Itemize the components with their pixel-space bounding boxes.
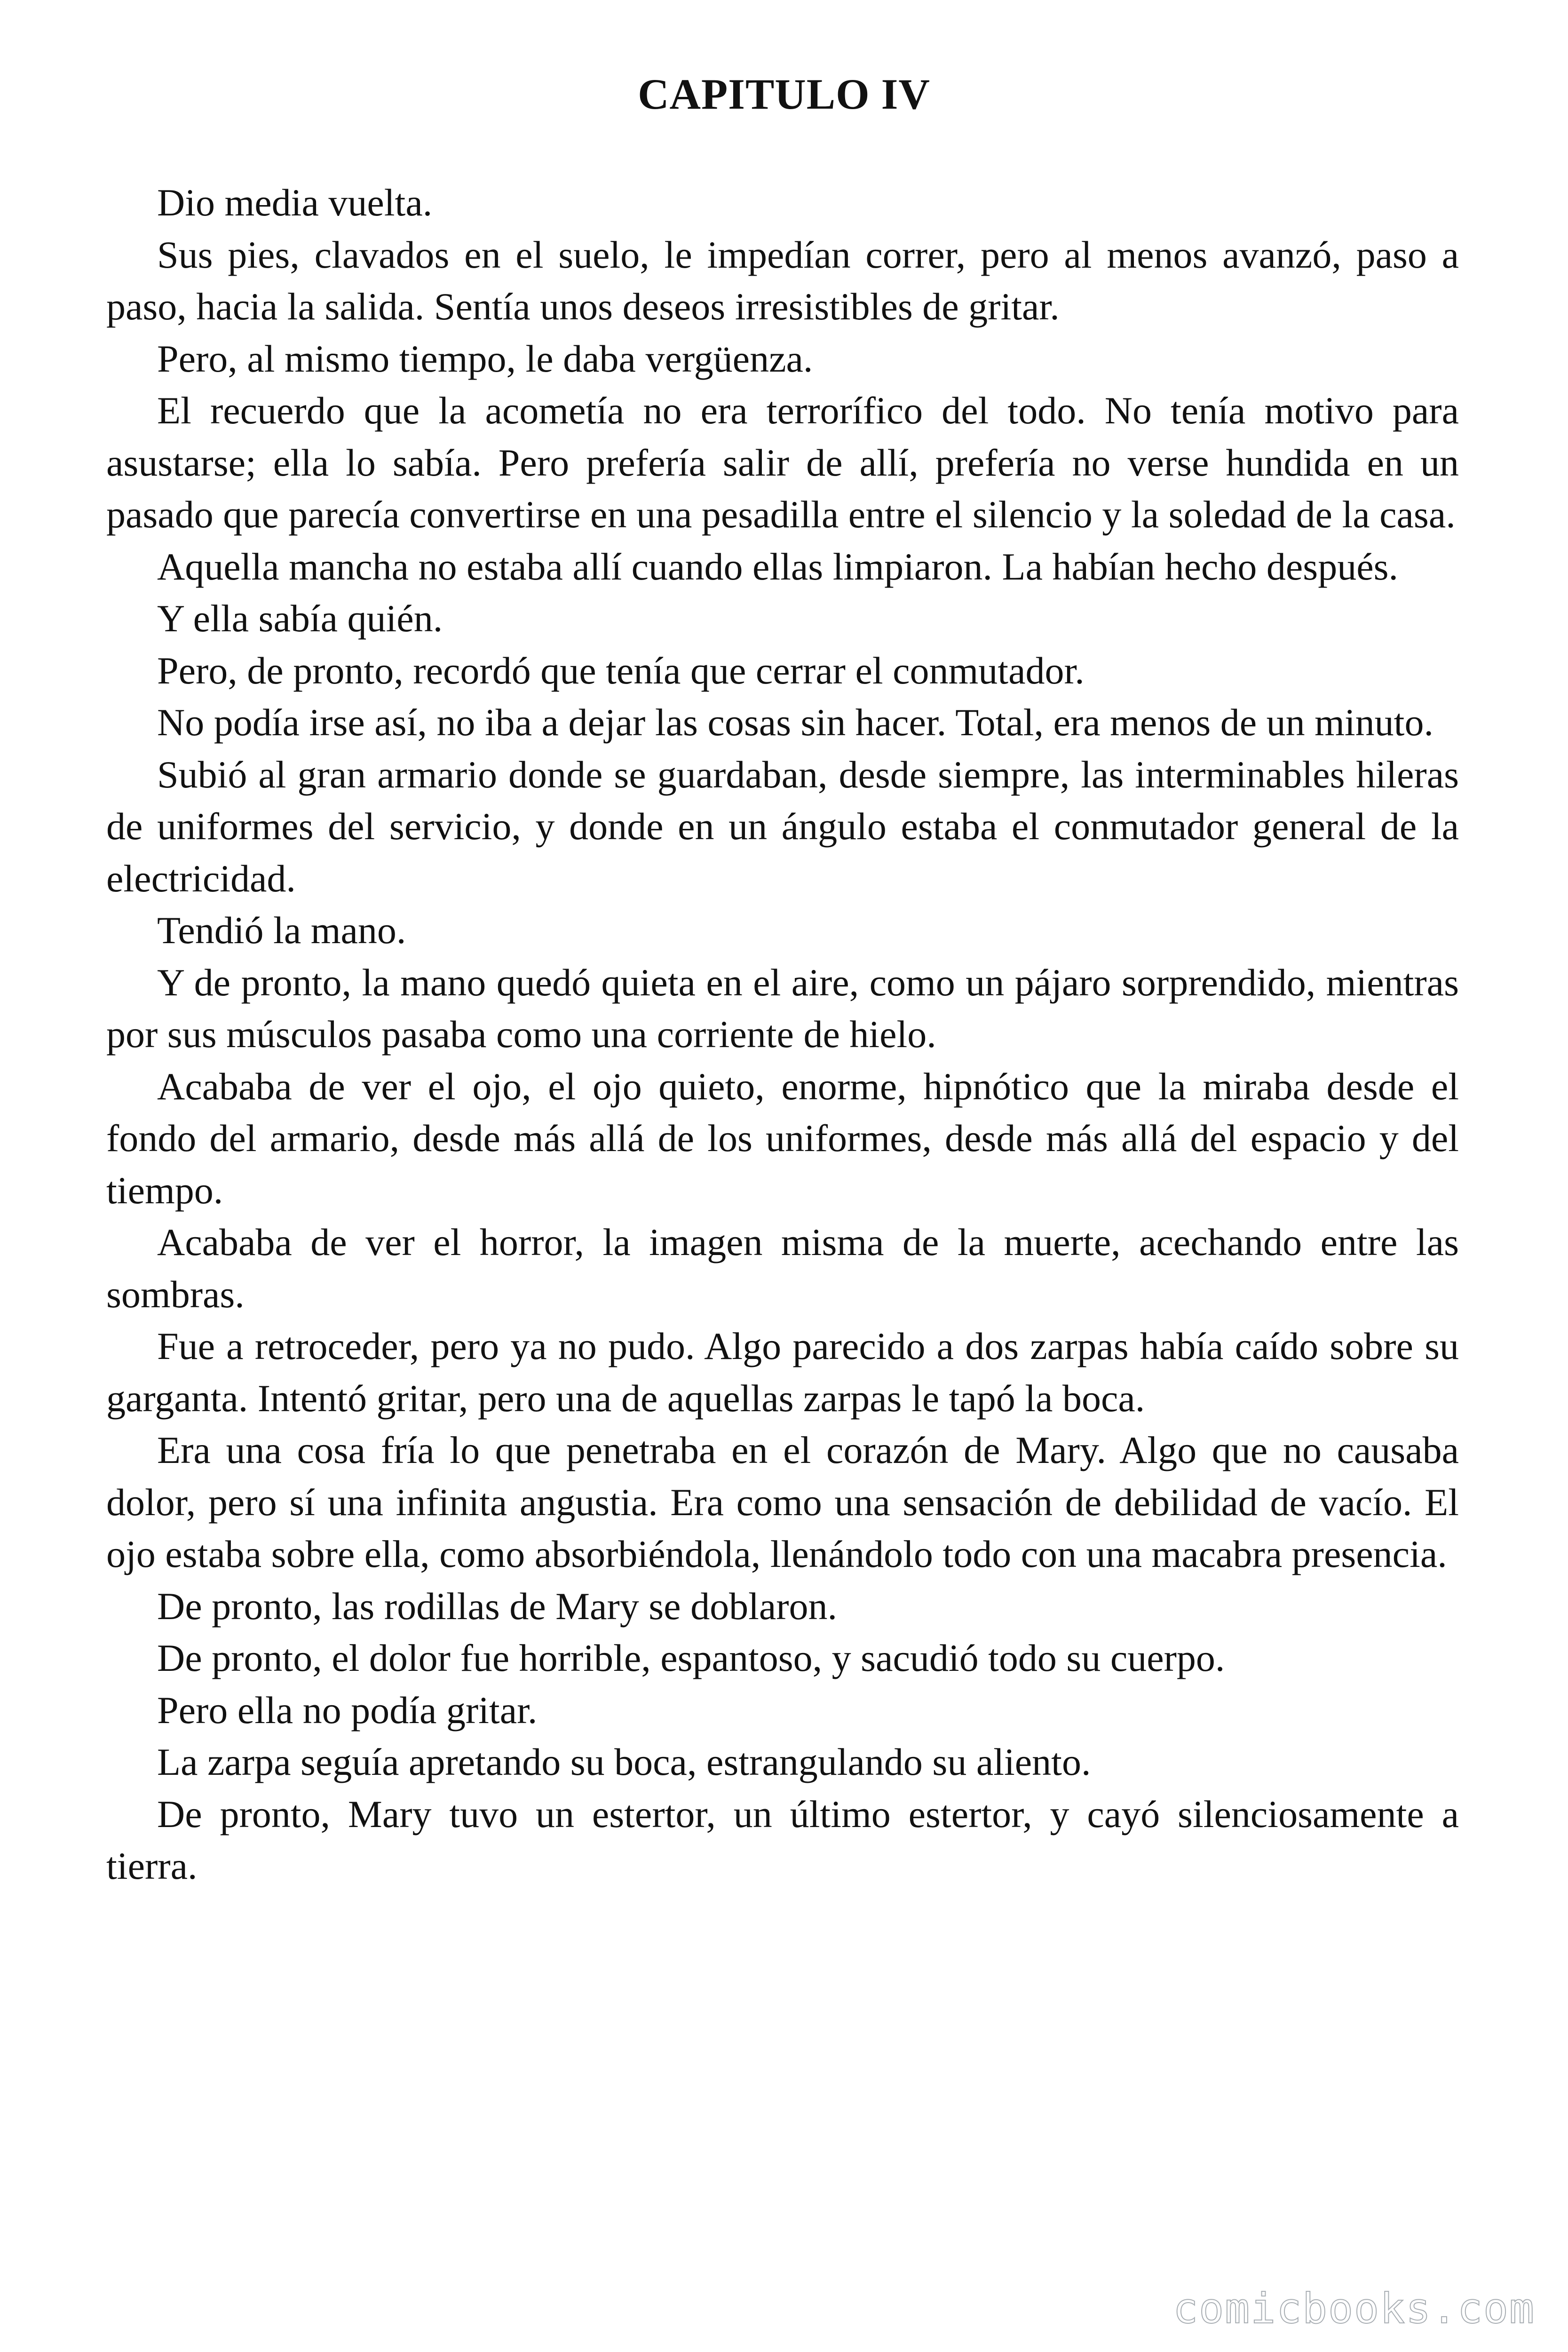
paragraph: La zarpa seguía apretando su boca, estrangulando su aliento. <box>157 1740 1091 1783</box>
paragraph: Pero ella no podía gritar. <box>157 1688 538 1732</box>
paragraph: De pronto, Mary tuvo un estertor, un último estertor, y cayó silenciosamente a tierra. <box>106 1792 1459 1887</box>
paragraph: Tendió la mano. <box>157 909 406 952</box>
paragraph: Acababa de ver el ojo, el ojo quieto, enorme, hipnótico que la miraba desde el fondo del armario, desde más allá de los uniformes, desde más allá del espacio y del tiempo. <box>106 1065 1459 1212</box>
paragraph: Era una cosa fría lo que penetraba en el corazón de Mary. Algo que no causaba dolor, pero sí una infinita angustia. Era como una sensación de debilidad de vacío. El ojo estaba sobre ella, como absorbiéndola, llenándolo todo con una macabra presencia. <box>106 1429 1459 1575</box>
paragraph: Y ella sabía quién. <box>157 597 443 640</box>
paragraph: No podía irse así, no iba a dejar las cosas sin hacer. Total, era menos de un minuto. <box>157 701 1433 744</box>
paragraph: Fue a retroceder, pero ya no pudo. Algo parecido a dos zarpas había caído sobre su garganta. Intentó gritar, pero una de aquellas zarpas le tapó la boca. <box>106 1325 1459 1420</box>
chapter-title: CAPITULO IV <box>638 70 930 118</box>
paragraph: El recuerdo que la acometía no era terrorífico del todo. No tenía motivo para asustarse; ella lo sabía. Pero prefería salir de allí, prefería no verse hundida en un pasado que parecía convertirse en una pesadilla entre el silencio y la soledad de la casa. <box>106 389 1459 536</box>
paragraph: De pronto, el dolor fue horrible, espantoso, y sacudió todo su cuerpo. <box>157 1637 1225 1679</box>
paragraph: Sus pies, clavados en el suelo, le impedían correr, pero al menos avanzó, paso a paso, hacia la salida. Sentía unos deseos irresistibles de gritar. <box>106 233 1459 328</box>
paragraph: Subió al gran armario donde se guardaban, desde siempre, las interminables hileras de uniformes del servicio, y donde en un ángulo estaba el conmutador general de la electricidad. <box>106 753 1459 900</box>
paragraph: Pero, al mismo tiempo, le daba vergüenza. <box>157 337 813 380</box>
paragraph: Acababa de ver el horror, la imagen misma de la muerte, acechando entre las sombras. <box>106 1221 1459 1316</box>
paragraph: Y de pronto, la mano quedó quieta en el aire, como un pájaro sorprendido, mientras por sus músculos pasaba como una corriente de hielo. <box>106 961 1459 1056</box>
paragraph: Aquella mancha no estaba allí cuando ellas limpiaron. La habían hecho después. <box>157 545 1399 588</box>
paragraph: Dio media vuelta. <box>157 181 433 224</box>
paragraph: Pero, de pronto, recordó que tenía que cerrar el conmutador. <box>157 649 1085 692</box>
paragraph: De pronto, las rodillas de Mary se doblaron. <box>157 1584 838 1628</box>
chapter-body <box>106 177 1459 1892</box>
watermark: comicbooks.com <box>1173 2284 1535 2333</box>
